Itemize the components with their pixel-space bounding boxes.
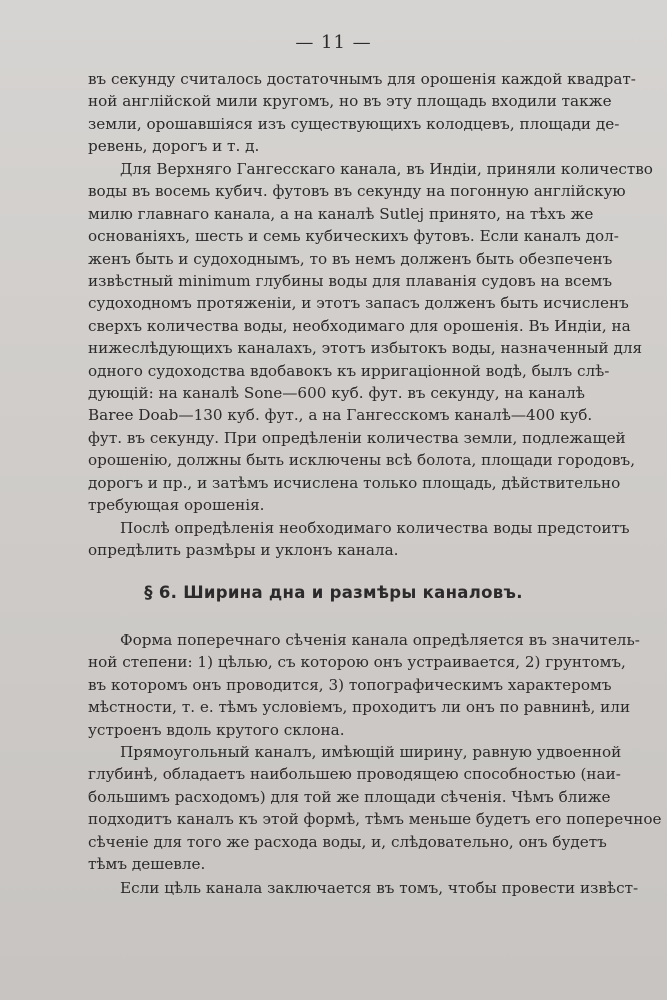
text-line: въ секунду считалось достаточнымъ для орошенія каждой квадрат- (88, 70, 636, 88)
text-line: дующій: на каналѣ Sone—600 куб. фут. въ секунду, на каналѣ (88, 384, 585, 403)
text-line: дорогъ и пр., и затѣмъ исчислена только площадь, дѣйствительно (88, 473, 621, 492)
paragraph-1 (88, 68, 636, 158)
text-line: ревень, дорогъ и т. д. (88, 137, 260, 156)
text-line: извѣстный minimum глубины воды для плаванія судовъ на всемъ (88, 272, 613, 291)
text-line: земли, орошавшіяся изъ существующихъ колодцевъ, площади де- (88, 114, 620, 133)
text-line: милю главнаго канала, а на каналѣ Sutlej принято, на тѣхъ же (88, 204, 594, 223)
text-line: мѣстности, т. е. тѣмъ условіемъ, проходитъ ли онъ по равнинѣ, или (88, 698, 631, 717)
text-line: подходитъ каналъ къ этой формѣ, тѣмъ меньше будетъ его поперечное (88, 810, 662, 829)
text-line: женъ быть и судоходнымъ, то въ немъ долженъ быть обезпеченъ (88, 249, 613, 268)
paragraph-6 (88, 877, 639, 899)
text-line: Послѣ опредѣленія необходимаго количества воды предстоитъ (120, 519, 630, 537)
page-number: — 11 — (295, 32, 372, 53)
text-line: сверхъ количества воды, необходимаго для орошенія. Въ Индіи, на (88, 316, 631, 335)
text-line: глубинѣ, обладаетъ наибольшею проводящею способностью (наи- (88, 765, 621, 784)
text-line: нижеслѣдующихъ каналахъ, этотъ избытокъ воды, назначенный для (88, 339, 643, 358)
text-line: требующая орошенія. (88, 496, 265, 515)
text-line: одного судоходства вдобавокъ къ ирригаціонной водѣ, былъ слѣ- (88, 361, 610, 380)
text-line: орошенію, должны быть исключены всѣ болота, площади городовъ, (88, 451, 636, 470)
text-line: фут. въ секунду. При опредѣленіи количества земли, подлежащей (88, 428, 626, 447)
text-line: основаніяхъ, шесть и семь кубическихъ футовъ. Если каналъ дол- (88, 227, 619, 246)
text-line: тѣмъ дешевле. (88, 855, 206, 874)
text-line: ной степени: 1) цѣлью, съ которою онъ устраивается, 2) грунтомъ, (88, 653, 626, 672)
text-line: устроенъ вдоль крутого склона. (88, 720, 345, 739)
paragraph-2 (88, 158, 653, 517)
text-line: Для Верхняго Гангесскаго канала, въ Индіи, приняли количество (120, 160, 653, 178)
text-line: въ которомъ онъ проводится, 3) топографическимъ характеромъ (88, 675, 612, 694)
text-line: судоходномъ протяженіи, и этотъ запасъ долженъ быть исчисленъ (88, 294, 629, 313)
section-heading: § 6. Ширина дна и размѣры каналовъ. (144, 583, 523, 602)
paragraph-3 (88, 517, 630, 562)
text-line: сѣченіе для того же расхода воды, и, слѣдовательно, онъ будетъ (88, 832, 607, 851)
text-line: Baree Doab—130 куб. фут., а на Гангесскомъ каналѣ—400 куб. (88, 406, 593, 425)
text-line: Если цѣль канала заключается въ томъ, чтобы провести извѣст- (120, 879, 639, 897)
text-line: ной англійской мили кругомъ, но въ эту площадь входили также (88, 92, 612, 111)
paragraph-5 (88, 741, 662, 875)
text-line: Прямоугольный каналъ, имѣющій ширину, равную удвоенной (120, 743, 622, 761)
text-line: опредѣлить размѣры и уклонъ канала. (88, 541, 399, 560)
text-line: большимъ расходомъ) для той же площади сѣченія. Чѣмъ ближе (88, 787, 611, 806)
text-line: воды въ восемь кубич. футовъ въ секунду на погонную англійскую (88, 182, 626, 201)
paragraph-4 (88, 629, 640, 741)
text-line: Форма поперечнаго сѣченія канала опредѣляется въ значитель- (120, 631, 640, 649)
